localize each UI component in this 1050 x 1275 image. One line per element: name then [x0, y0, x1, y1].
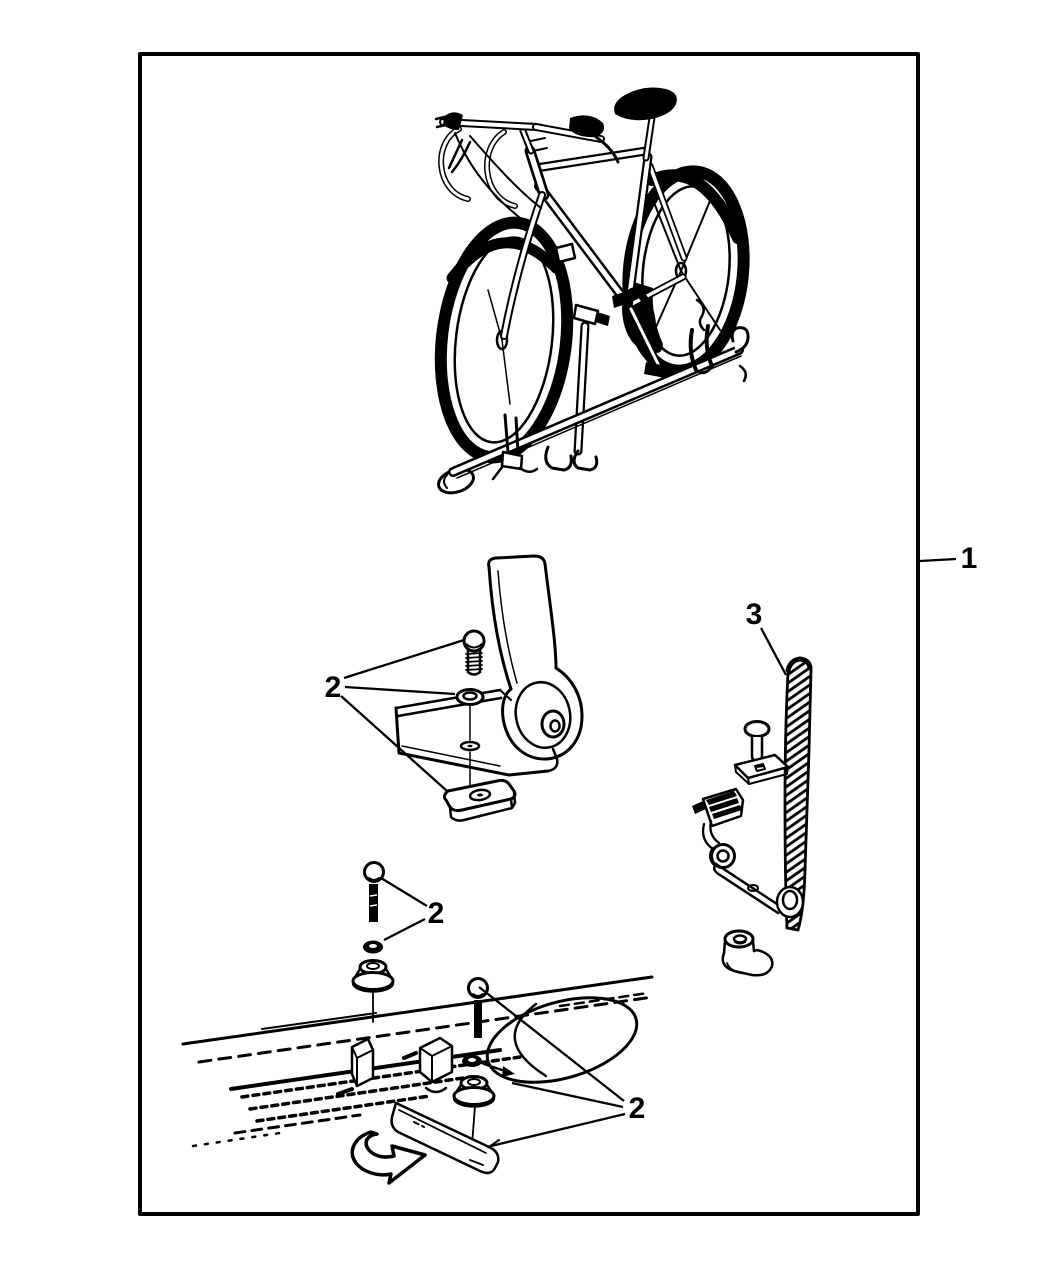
clamp-plate-icon [735, 755, 788, 784]
bracket-body [396, 556, 582, 775]
grommet-front [353, 961, 393, 992]
square-nut-icon [444, 780, 515, 820]
callout-label-2-3: 2 [628, 1092, 646, 1125]
callout-leader-line [344, 640, 464, 678]
mount-bracket-detail [396, 556, 582, 821]
callout-leader-line [920, 559, 956, 561]
callout-label-1-0: 1 [960, 542, 978, 575]
callout-leader-line [761, 628, 786, 675]
callout-label-2-1: 2 [324, 671, 342, 704]
saddle-icon [614, 87, 677, 120]
wing-knob-icon [723, 931, 773, 975]
mount-bolt-front [353, 863, 393, 1023]
handlebar [436, 112, 618, 224]
callout-label-3-4: 3 [745, 598, 763, 631]
wheel-straps [493, 326, 712, 479]
callout-leader-line [487, 1114, 625, 1147]
strap-clamp-detail [692, 659, 811, 975]
roof-rail-detail [183, 863, 653, 1184]
carrier-rail [435, 305, 748, 497]
mount-bolt-rear [454, 979, 515, 1161]
bicycle-on-carrier-illustration [428, 87, 753, 497]
grommet-rear [454, 1077, 494, 1107]
callout-leader-line [384, 919, 425, 940]
callout-leader-line [381, 878, 427, 906]
callout-label-2-2: 2 [427, 897, 445, 930]
mount-bolt-icon [464, 631, 484, 675]
callout-leader-line [345, 687, 455, 694]
washer-icon [457, 690, 483, 706]
carriage-bolt-icon [745, 722, 769, 762]
